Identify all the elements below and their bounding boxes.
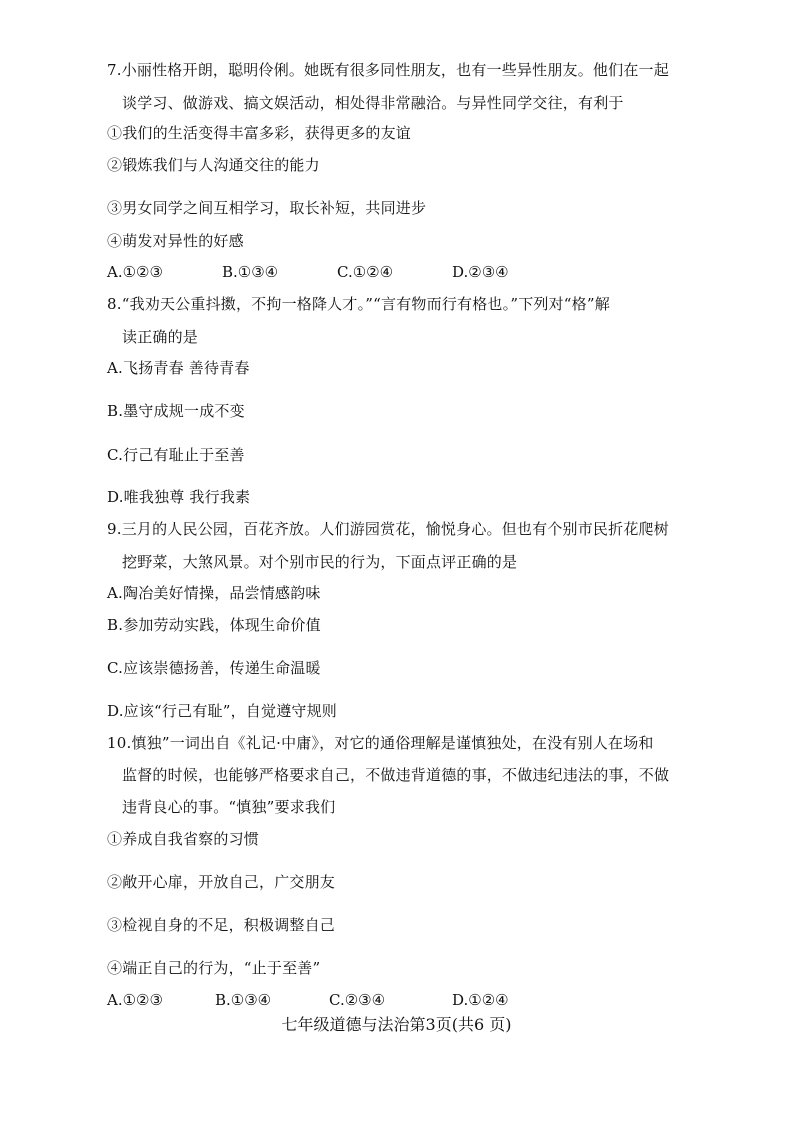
q8-option-a: A.飞扬青春 善待青春 — [107, 359, 250, 377]
q8-option-d: D.唯我独尊 我行我素 — [107, 488, 251, 506]
q10-item-4: ④端正自己的行为，“止于至善” — [107, 959, 321, 977]
q10-stem-line3: 违背良心的事。“慎独”要求我们 — [122, 798, 336, 816]
q8-stem-line2: 读正确的是 — [122, 328, 199, 346]
q8-option-b: B.墨守成规一成不变 — [107, 402, 245, 420]
q10-stem-line1: 10.慎独”一词出自《礼记·中庸》，对它的通俗理解是谨慎独处，在没有别人在场和 — [107, 734, 654, 752]
q7-option-a: A.①②③ — [107, 263, 163, 281]
q7-item-1: ①我们的生活变得丰富多彩，获得更多的友谊 — [107, 124, 412, 142]
q9-option-d: D.应该“行己有耻”，自觉遵守规则 — [107, 702, 337, 720]
q9-stem-line1: 9.三月的人民公园，百花齐放。人们游园赏花，愉悦身心。但也有个别市民折花爬树 — [107, 520, 669, 538]
q10-option-b: B.①③④ — [215, 991, 272, 1009]
q7-option-c: C.①②④ — [337, 263, 394, 281]
q8-stem-line1: 8.“我劝天公重抖擞，不拘一格降人才。”“言有物而行有格也。”下列对“格”解 — [107, 295, 610, 313]
q7-item-3: ③男女同学之间互相学习，取长补短，共同进步 — [107, 199, 427, 217]
page-footer: 七年级道德与法治第3页(共6 页) — [281, 1015, 512, 1034]
q8-option-c: C.行己有耻止于至善 — [107, 446, 245, 464]
q10-option-d: D.①②④ — [452, 991, 509, 1009]
q7-stem-line2: 谈学习、做游戏、搞文娱活动，相处得非常融洽。与异性同学交往，有利于 — [122, 94, 624, 112]
q10-option-a: A.①②③ — [107, 991, 163, 1009]
q10-item-2: ②敞开心扉，开放自己，广交朋友 — [107, 873, 336, 891]
q10-option-c: C.②③④ — [329, 991, 386, 1009]
q9-stem-line2: 挖野菜，大煞风景。对个别市民的行为，下面点评正确的是 — [122, 553, 518, 571]
q10-stem-line2: 监督的时候，也能够严格要求自己，不做违背道德的事，不做违纪违法的事，不做 — [122, 766, 670, 784]
q9-option-b: B.参加劳动实践，体现生命价值 — [107, 616, 321, 634]
q10-item-3: ③检视自身的不足，积极调整自己 — [107, 916, 336, 934]
q9-option-c: C.应该崇德扬善，传递生命温暖 — [107, 659, 321, 677]
q7-item-2: ②锻炼我们与人沟通交往的能力 — [107, 156, 320, 174]
q7-stem-line1: 7.小丽性格开朗，聪明伶俐。她既有很多同性朋友，也有一些异性朋友。他们在一起 — [107, 61, 669, 79]
q9-option-a: A.陶冶美好情操，品尝情感韵味 — [107, 584, 321, 602]
q7-option-d: D.②③④ — [452, 263, 509, 281]
q7-option-b: B.①③④ — [222, 263, 279, 281]
q7-item-4: ④萌发对异性的好感 — [107, 232, 244, 250]
q10-item-1: ①养成自我省察的习惯 — [107, 830, 260, 848]
